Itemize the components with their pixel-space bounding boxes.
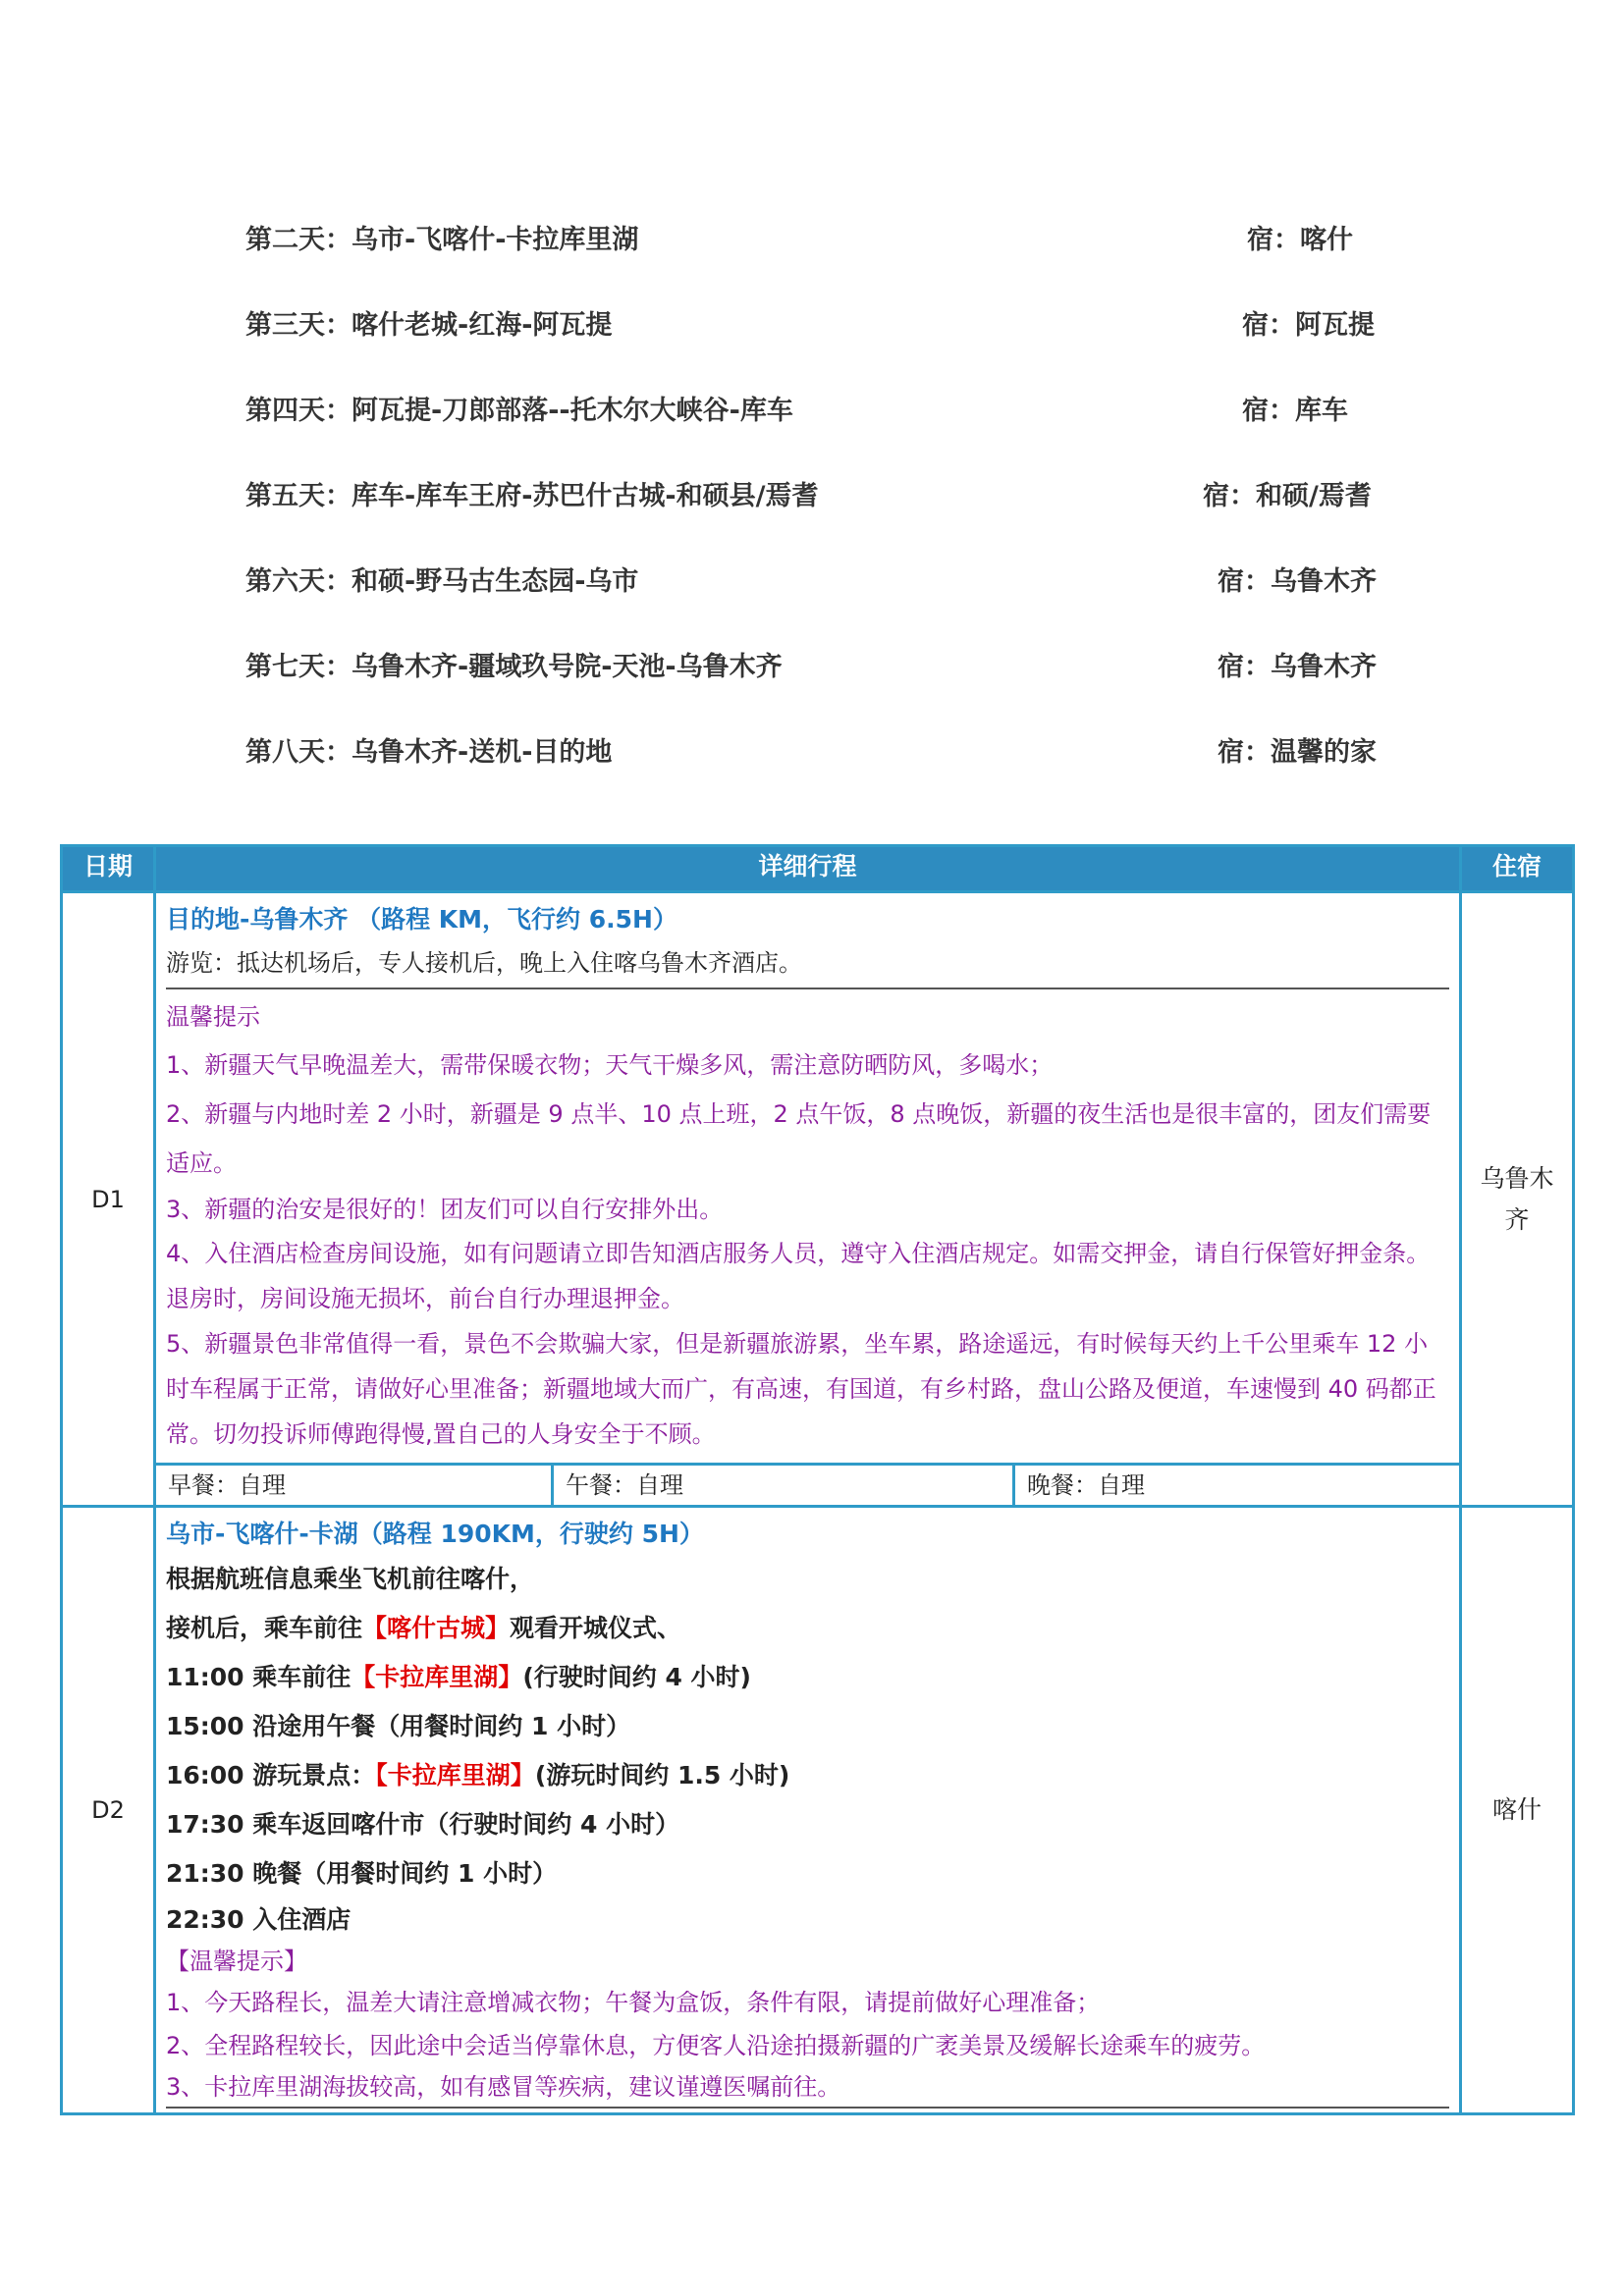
day-details [155,1507,1461,2114]
tip-item: 1、新疆天气早晚温差大，需带保暖衣物；天气干燥多风，需注意防晒防风，多喝水； [166,1051,1054,1079]
itinerary-line: 15:00 沿途用午餐（用餐时间约 1 小时） [166,1712,631,1740]
meals-row [156,1463,1459,1505]
summary-route: 第八天：乌鲁木齐-送机-目的地 [245,737,613,768]
day-label: D2 [62,1507,155,2114]
tour-text: 游览：抵达机场后，专人接机后，晚上入住喀乌鲁木齐酒店。 [166,940,1449,989]
itinerary-line [166,1653,1449,1702]
itinerary-line [166,1751,1449,1800]
summary-route: 第四天：阿瓦提-刀郎部落--托木尔大峡谷-库车 [245,396,793,426]
tip-item: 5、新疆景色非常值得一看，景色不会欺骗大家，但是新疆旅游累，坐车累，路途遥远，有时候每天约上千公里乘车 12 小时车程属于正常，请做好心里准备；新疆地域大而广，有高速，有国道，有乡村路，盘山公路及便道，车速慢到 40 码都正常。切勿投诉师傅跑得慢,置自己的人身安全于不顾。 [166,1330,1436,1448]
summary-row [245,218,1394,303]
itinerary-table [60,844,1575,2115]
summary-stay: 宿：和硕/焉耆 [1203,481,1372,511]
summary-row [245,645,1394,730]
summary-route: 第三天：喀什老城-红海-阿瓦提 [245,310,613,341]
tip-item: 2、新疆与内地时差 2 小时，新疆是 9 点半、10 点上班，2 点午饭，8 点晚饭，新疆的夜生活也是很丰富的，团友们需要适应。 [166,1100,1432,1177]
summary-stay: 宿：乌鲁木齐 [1218,652,1377,682]
tip-item: 1、今天路程长，温差大请注意增减衣物；午餐为盒饭，条件有限，请提前做好心理准备； [166,1989,1101,2016]
itinerary-line: 22:30 入住酒店 [166,1905,352,1934]
itinerary-line [166,1604,1449,1653]
line-text: 16:00 游玩景点： [166,1761,376,1789]
summary-stay: 宿：阿瓦提 [1242,310,1375,341]
line-text: 接机后，乘车前往 [166,1614,363,1642]
stay-text: 乌鲁木齐 [1480,1163,1554,1234]
summary-row [245,474,1394,560]
line-text: 观看开城仪式、 [510,1614,682,1642]
summary-row [245,730,1394,816]
stay-cell: 喀什 [1461,1507,1574,2114]
itinerary-line: 21:30 晚餐（用餐时间约 1 小时） [166,1859,558,1888]
day-details [155,892,1461,1507]
summary-route: 第七天：乌鲁木齐-疆域玖号院-天池-乌鲁木齐 [245,652,783,682]
meal-breakfast: 早餐：自理 [156,1466,554,1505]
tip-item: 3、新疆的治安是很好的！团友们可以自行安排外出。 [166,1196,724,1223]
summary-route: 第二天：乌市-飞喀什-卡拉库里湖 [245,225,639,255]
summary-row [245,560,1394,645]
line-text: (行驶时间约 4 小时) [522,1663,751,1691]
itinerary-line: 17:30 乘车返回喀什市（行驶时间约 4 小时） [166,1810,680,1839]
summary-stay: 宿：温馨的家 [1218,737,1377,768]
header-stay: 住宿 [1461,846,1574,892]
table-row-d1 [62,892,1574,1507]
summary-row [245,303,1394,389]
header-date: 日期 [62,846,155,892]
meal-dinner: 晚餐：自理 [1027,1471,1145,1499]
line-text: (游玩时间约 1.5 小时) [534,1761,790,1789]
summary-row [245,389,1394,474]
day-title: 乌市-飞喀什-卡湖（路程 190KM，行驶约 5H） [166,1520,704,1548]
highlight-place: 【喀什古城】 [362,1614,511,1642]
table-row-d2 [62,1507,1574,2114]
stay-cell [1461,892,1574,1507]
summary-stay: 宿：乌鲁木齐 [1218,566,1377,597]
day-label: D1 [62,892,155,1507]
summary-stay: 宿：库车 [1242,396,1348,426]
tip-item: 4、入住酒店检查房间设施，如有问题请立即告知酒店服务人员，遵守入住酒店规定。如需交押金，请自行保管好押金条。退房时，房间设施无损坏，前台自行办理退押金。 [166,1240,1431,1312]
meal-lunch: 午餐：自理 [554,1466,1015,1505]
highlight-place: 【卡拉库里湖】 [375,1761,535,1789]
summary-route: 第六天：和硕-野马古生态园-乌市 [245,566,639,597]
tips-title: 温馨提示 [166,1003,260,1031]
summary-route: 第五天：库车-库车王府-苏巴什古城-和硕县/焉耆 [245,481,819,511]
header-itinerary: 详细行程 [155,846,1461,892]
tip-item: 2、全程路程较长，因此途中会适当停靠休息，方便客人沿途拍摄新疆的广袤美景及缓解长途乘车的疲劳。 [166,2032,1266,2059]
tip-item: 3、卡拉库里湖海拔较高，如有感冒等疾病，建议谨遵医嘱前往。 [166,2067,1449,2109]
table-header-row [62,846,1574,892]
day-title: 目的地-乌鲁木齐 （路程 KM，飞行约 6.5H） [166,905,677,934]
itinerary-summary [245,218,1394,816]
itinerary-line: 根据航班信息乘坐飞机前往喀什， [166,1565,535,1593]
summary-stay: 宿：喀什 [1247,225,1353,255]
highlight-place: 【卡拉库里湖】 [351,1663,523,1691]
tips-title: 【温馨提示】 [166,1948,307,1975]
line-text: 11:00 乘车前往 [166,1663,352,1691]
